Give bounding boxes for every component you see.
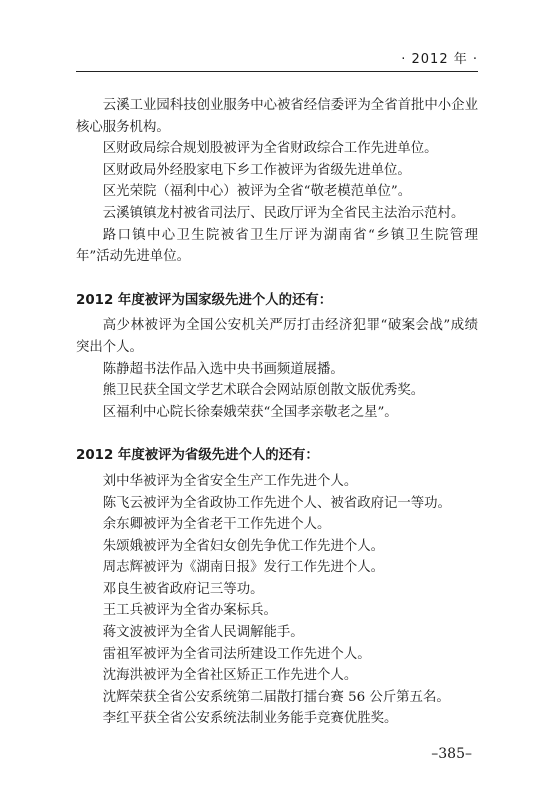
paragraph: 陈静超书法作品入选中央书画频道展播。 [102, 361, 344, 377]
paragraph: 刘中华被评为全省安全生产工作先进个人。 [102, 473, 358, 489]
paragraph: 沈海洪被评为全省社区矫正工作先进个人。 [102, 668, 358, 684]
paragraph: 朱颂娥被评为全省妇女创先争优工作先进个人。 [102, 538, 384, 554]
paragraph: 余东卿被评为全省老干工作先进个人。 [102, 517, 331, 533]
paragraph: 区福利中心院长徐秦娥荣获“全国孝亲敬老之星”。 [102, 404, 398, 420]
running-head: · 2012 年 · [401, 52, 478, 67]
section-provincial-individuals [76, 445, 478, 730]
page-number: –385– [431, 746, 472, 762]
paragraph: 王工兵被评为全省办案标兵。 [102, 603, 277, 619]
paragraph: 云溪镇镇龙村被省司法厅、民政厅评为全省民主法治示范村。 [102, 205, 465, 221]
page-body [76, 95, 478, 730]
section-units [76, 95, 478, 268]
paragraph: 陈飞云被评为全省政协工作先进个人、被省政府记一等功。 [102, 495, 451, 511]
paragraph: 高少林被评为全国公安机关严厉打击经济犯罪“破案会战”成绩突出个人。 [76, 318, 478, 355]
paragraph: 区财政局外经股家电下乡工作被评为省级先进单位。 [102, 162, 411, 178]
paragraph: 李红平获全省公安系统法制业务能手竞赛优胜奖。 [102, 711, 398, 727]
paragraph: 雷祖军被评为全省司法所建设工作先进个人。 [102, 646, 371, 662]
header-rule [76, 71, 478, 72]
paragraph: 沈辉荣获全省公安系统第二届散打擂台赛 56 公斤第五名。 [102, 689, 450, 705]
paragraph: 路口镇中心卫生院被省卫生厅评为湖南省“乡镇卫生院管理年”活动先进单位。 [76, 227, 478, 265]
paragraph: 熊卫民获全国文学艺术联合会网站原创散文版优秀奖。 [102, 383, 425, 399]
section-heading: 2012 年度被评为国家级先进个人的还有： [76, 292, 333, 308]
paragraph: 区财政局综合规划股被评为全省财政综合工作先进单位。 [102, 141, 438, 157]
paragraph: 云溪工业园科技创业服务中心被省经信委评为全省首批中小企业核心服务机构。 [76, 98, 478, 135]
paragraph: 蒋文波被评为全省人民调解能手。 [102, 625, 304, 641]
section-heading: 2012 年度被评为省级先进个人的还有： [76, 448, 319, 464]
section-national-individuals [76, 290, 478, 424]
paragraph: 区光荣院（福利中心）被评为全省“敬老模范单位”。 [102, 184, 412, 200]
paragraph: 邓良生被省政府记三等功。 [102, 581, 264, 597]
paragraph: 周志辉被评为《湖南日报》发行工作先进个人。 [102, 560, 384, 576]
